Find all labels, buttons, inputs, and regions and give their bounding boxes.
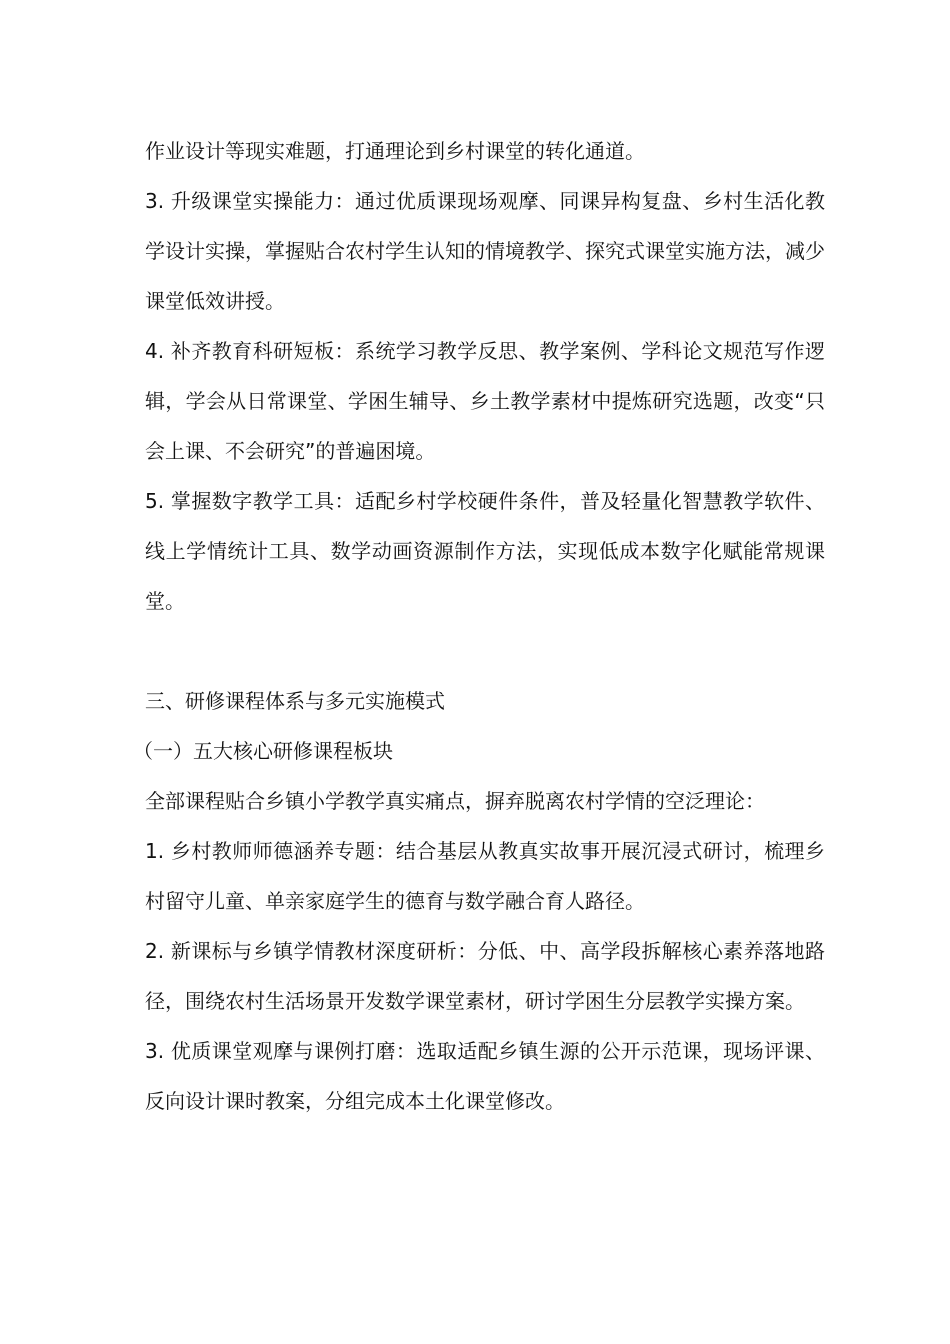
paragraph-item-3: 3. 升级课堂实操能力：通过优质课现场观摩、同课异构复盘、乡村生活化教学设计实操，掌握贴合农村学生认知的情境教学、探究式课堂实施方法，减少课堂低效讲授。	[145, 189, 825, 313]
subsection-heading: （一）五大核心研修课程板块	[133, 739, 393, 763]
paragraph-course-1: 1. 乡村教师师德涵养专题：结合基层从教真实故事开展沉浸式研讨，梳理乡村留守儿童、单亲家庭学生的德育与数学融合育人路径。	[145, 839, 825, 913]
document-body	[133, 126, 825, 1126]
paragraph-continued: 作业设计等现实难题，打通理论到乡村课堂的转化通道。	[145, 139, 645, 163]
blank-line	[145, 626, 825, 676]
paragraph-item-4: 4. 补齐教育科研短板：系统学习教学反思、教学案例、学科论文规范写作逻辑，学会从日常课堂、学困生辅导、乡土教学素材中提炼研究选题，改变“只会上课、不会研究”的普遍困境。	[145, 339, 825, 463]
section-heading: 三、研修课程体系与多元实施模式	[145, 689, 445, 713]
paragraph-course-3: 3. 优质课堂观摩与课例打磨：选取适配乡镇生源的公开示范课，现场评课、反向设计课时教案，分组完成本土化课堂修改。	[145, 1039, 825, 1113]
intro-paragraph: 全部课程贴合乡镇小学教学真实痛点，摒弃脱离农村学情的空泛理论：	[145, 789, 765, 813]
paragraph-course-2: 2. 新课标与乡镇学情教材深度研析：分低、中、高学段拆解核心素养落地路径，围绕农村生活场景开发数学课堂素材，研讨学困生分层教学实操方案。	[145, 939, 825, 1013]
paragraph-item-5: 5. 掌握数字教学工具：适配乡村学校硬件条件，普及轻量化智慧教学软件、线上学情统计工具、数学动画资源制作方法，实现低成本数字化赋能常规课堂。	[145, 489, 825, 613]
